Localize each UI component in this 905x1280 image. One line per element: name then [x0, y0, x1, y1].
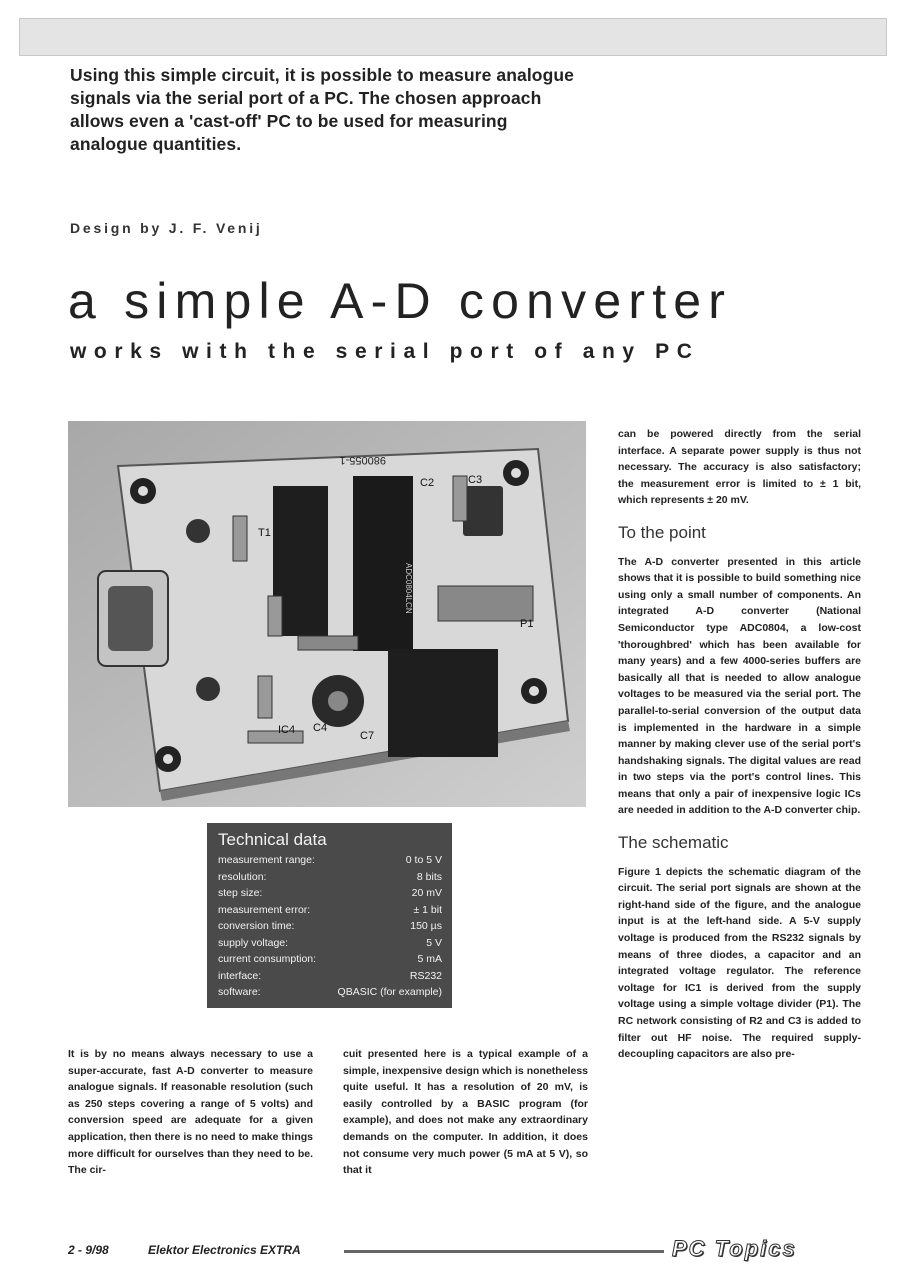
body-paragraph: Figure 1 depicts the schematic diagram of the circuit. The serial port signals are shown at the right-hand side of the figure, and the analogue input is at the left-hand side. A 5-V supply voltage is produced from the RS232 signals by means of three diodes, a capacitor and an integrated voltage regulator. The reference voltage for IC1 is derived from the supply voltage using a simple voltage divider (P1). The RC network consisting of R2 and C3 is added to filter out HF noise. The required supply-decoupling capacitors are also pre- — [618, 865, 861, 1061]
article-title: a simple A-D converter — [68, 273, 733, 329]
c4-label: C4 — [313, 722, 328, 734]
tech-row — [218, 984, 442, 1001]
c7-label: C7 — [360, 730, 375, 742]
tech-label: step size: — [218, 887, 263, 900]
tech-label: supply voltage: — [218, 936, 289, 949]
tech-row — [218, 968, 442, 985]
tech-value: 20 mV — [411, 887, 442, 900]
article-subtitle: works with the serial port of any PC — [70, 340, 700, 363]
body-column-2 — [343, 1046, 588, 1179]
p1-label: P1 — [520, 618, 534, 630]
tech-row — [218, 935, 442, 952]
tech-label: interface: — [218, 969, 262, 982]
tech-label: conversion time: — [218, 920, 295, 933]
body-column-3 — [618, 426, 861, 1063]
tech-row — [218, 852, 442, 869]
t1-label: T1 — [258, 527, 271, 539]
header-bar — [19, 18, 887, 56]
tech-label: measurement range: — [218, 854, 315, 867]
tech-value: ± 1 bit — [413, 903, 442, 916]
footer-divider — [344, 1250, 664, 1253]
tech-value: RS232 — [409, 969, 442, 982]
tech-value: QBASIC (for example) — [337, 986, 442, 999]
body-paragraph: can be powered directly from the serial interface. A separate power supply is thus not necessary. The accuracy is also satisfactory; the measurement error is limited to ± 1 bit, which represents ± 20 mV. — [618, 428, 861, 507]
tech-label: software: — [218, 986, 261, 999]
tech-row — [218, 902, 442, 919]
technical-data-table — [218, 852, 442, 1001]
section-heading-schematic: The schematic — [618, 833, 729, 853]
section-brand: PC Topics — [672, 1236, 797, 1261]
body-paragraph: The A-D converter presented in this article shows that it is possible to build something nice using only a small number of components. An integrated A-D converter (National Semiconductor type ADC0804, a low-cost 'thoroughbred' which has been available for many years) and a few 4000-series buffers are basically all that is needed to allow analogue voltages to be measured via the serial port. The parallel-to-serial conversion of the output data is implemented in the hardware in a simple manner by making clever use of the serial port's handshaking signals. The digital values are read in two steps via the port's control lines. This means that only a pair of inexpensive logic ICs are needed in addition to the A-D converter chip. — [618, 555, 861, 817]
page-number: 2 - 9/98 — [68, 1243, 109, 1257]
tech-label: resolution: — [218, 870, 267, 883]
tech-row — [218, 918, 442, 935]
c2-label: C2 — [420, 477, 435, 489]
circuit-board-photo — [68, 421, 586, 807]
board-id-label: 980055-1 — [339, 454, 386, 466]
author-byline: Design by J. F. Venij — [70, 220, 263, 236]
intro-paragraph: Using this simple circuit, it is possible to measure analogue signals via the serial port of a PC. The chosen approach allows even a 'cast-off' PC to be used for measuring analogue quantities. — [70, 65, 575, 154]
body-column-1 — [68, 1046, 313, 1179]
ic4-label: IC4 — [278, 724, 296, 736]
technical-data-title: Technical data — [218, 830, 327, 849]
tech-value: 8 bits — [416, 870, 442, 883]
publication-name: Elektor Electronics EXTRA — [148, 1243, 301, 1257]
tech-value: 0 to 5 V — [405, 854, 442, 867]
tech-label: current consumption: — [218, 953, 317, 966]
tech-label: measurement error: — [218, 903, 311, 916]
c3-label: C3 — [468, 474, 483, 486]
body-paragraph: It is by no means always necessary to use a super-accurate, fast A-D converter to measure analogue signals. If reasonable resolution (such as 250 steps covering a range of 5 volts) and conversion speed are adequate for a given application, then there is no need to make things more difficult for ourselves than they need to be. The cir- — [68, 1048, 313, 1177]
tech-row — [218, 869, 442, 886]
technical-data-box — [207, 823, 452, 1008]
chip-label: ADC0804LCN — [404, 563, 413, 614]
tech-row — [218, 951, 442, 968]
tech-row — [218, 885, 442, 902]
tech-value: 150 µs — [410, 920, 442, 933]
tech-value: 5 V — [426, 936, 442, 949]
body-paragraph: cuit presented here is a typical example of a simple, inexpensive design which is nonetheless quite useful. It has a resolution of 20 mV, is easily controlled by a BASIC program (for example), and does not make any extraordinary demands on the computer. In addition, it does not consume very much power (5 mA at 5 V), so that it — [343, 1048, 588, 1177]
section-heading-to-the-point: To the point — [618, 522, 706, 542]
tech-value: 5 mA — [417, 953, 442, 966]
